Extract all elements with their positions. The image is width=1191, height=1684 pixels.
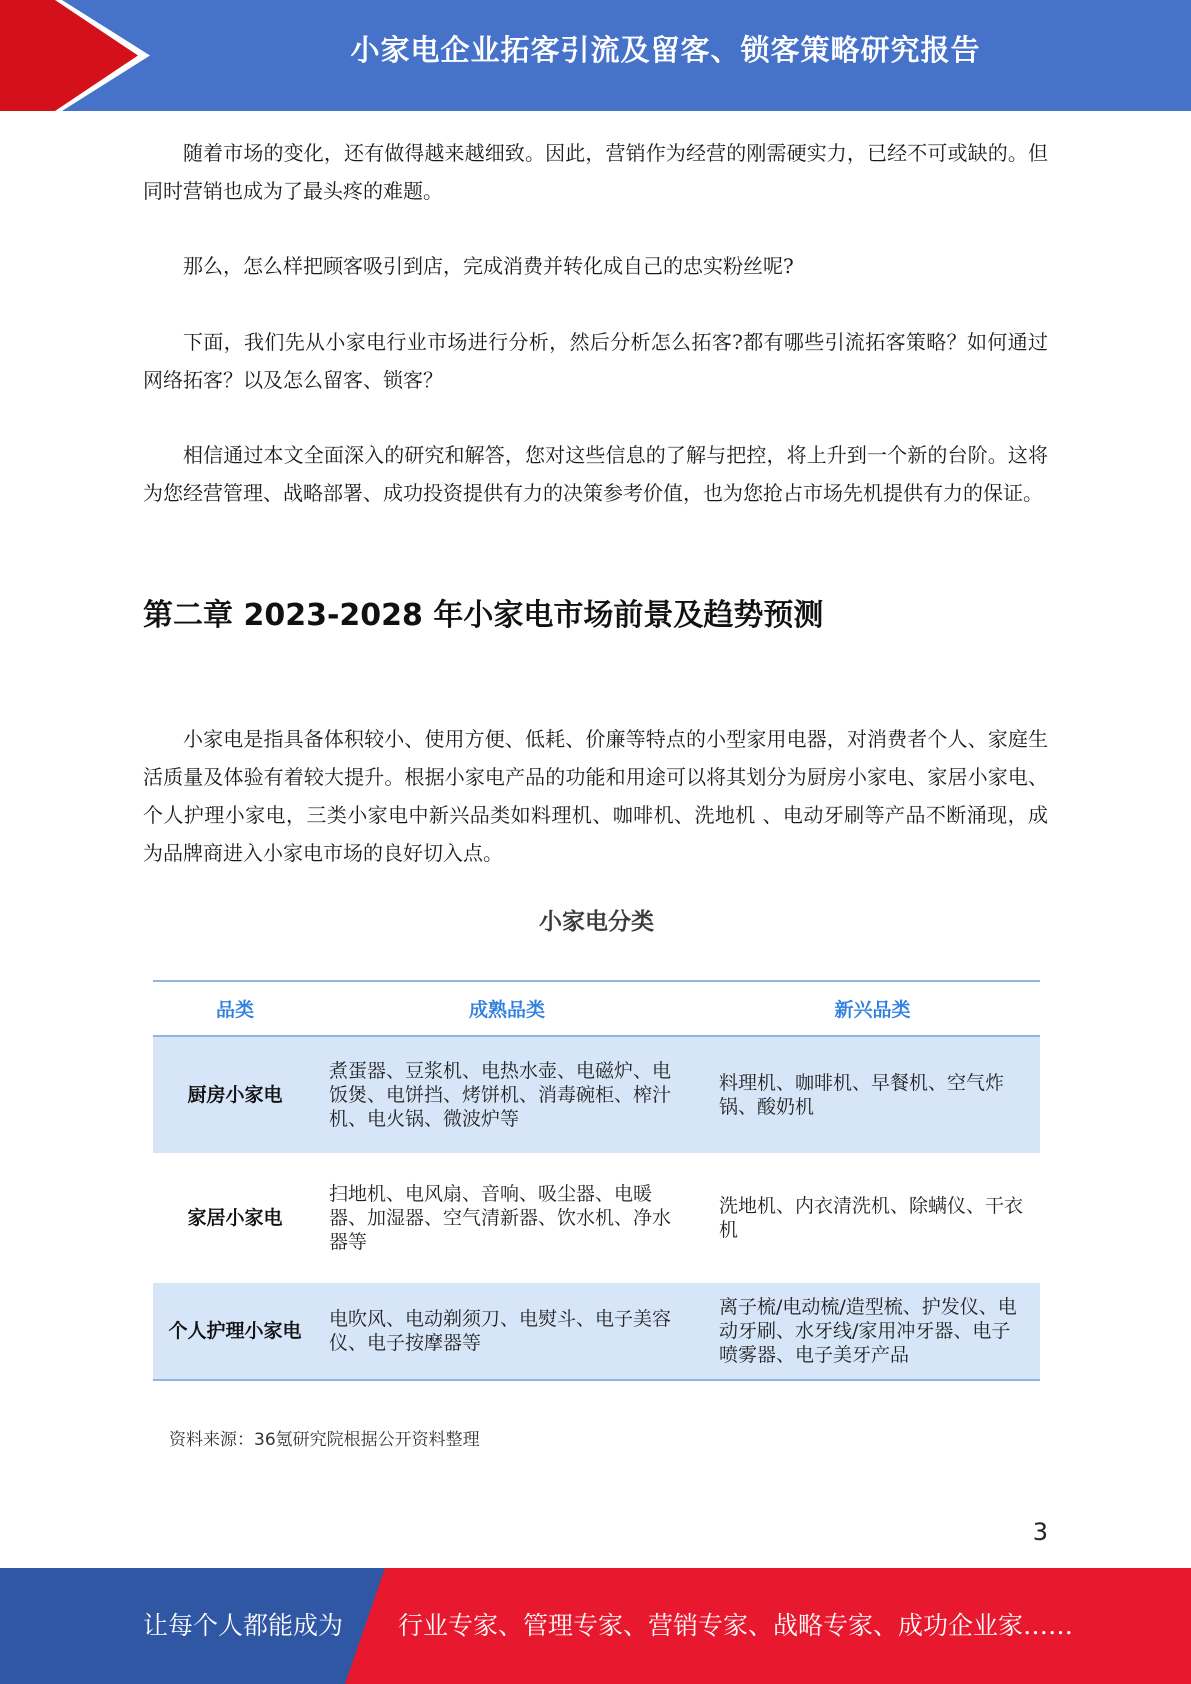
page-header	[0, 0, 1191, 111]
figure-source: 资料来源：36氪研究院根据公开资料整理	[169, 1430, 480, 1450]
chapter-title: 第二章 2023-2028 年小家电市场前景及趋势预测	[143, 598, 824, 633]
figure-title: 小家电分类	[539, 909, 654, 935]
footer-slogan-left: 让每个人都能成为	[143, 1611, 344, 1640]
classification-table	[153, 980, 1040, 1381]
header-emerging: 新兴品类	[834, 999, 911, 1021]
row-mature: 煮蛋器、豆浆机、电热水壶、电磁炉、电饭煲、电饼挡、烤饼机、消毒碗柜、榨汁机、电火锅、微波炉等	[329, 1060, 672, 1130]
paragraph: 随着市场的变化，还有做得越来越细致。因此，营销作为经营的刚需硬实力，已经不可或缺的。但同时营销也成为了最头疼的难题。	[143, 141, 1048, 203]
paragraph: 相信通过本文全面深入的研究和解答，您对这些信息的了解与把控，将上升到一个新的台阶。这将为您经营管理、战略部署、成功投资提供有力的决策参考价值，也为您抢占市场先机提供有力的保证。	[143, 443, 1048, 505]
paragraph: 那么，怎么样把顾客吸引到店，完成消费并转化成自己的忠实粉丝呢?	[183, 254, 794, 278]
table-header-row	[153, 982, 1040, 1037]
row-category: 家居小家电	[187, 1207, 283, 1229]
header-category: 品类	[215, 999, 254, 1021]
footer-slogan-right: 行业专家、管理专家、营销专家、战略专家、成功企业家……	[398, 1611, 1074, 1640]
intro-paragraph-1	[143, 134, 1048, 210]
table-row	[153, 1037, 1040, 1153]
row-mature: 扫地机、电风扇、音响、吸尘器、电暖器、加湿器、空气清新器、饮水机、净水器等	[329, 1183, 672, 1253]
page-footer	[0, 1568, 1191, 1684]
classification-figure	[153, 900, 1040, 1450]
row-emerging: 离子梳/电动梳/造型梳、护发仪、电动牙刷、水牙线/家用冲牙器、电子喷雾器、电子美牙产品	[719, 1296, 1017, 1366]
paragraph: 小家电是指具备体积较小、使用方便、低耗、价廉等特点的小型家用电器，对消费者个人、家庭生活质量及体验有着较大提升。根据小家电产品的功能和用途可以将其划分为厨房小家电、家居小家电、个人护理小家电，三类小家电中新兴品类如料理机、咖啡机、洗地机 、电动牙刷等产品不断涌现，成为品牌商进入小家电市场的良好切入点。	[143, 727, 1048, 865]
paragraph: 下面，我们先从小家电行业市场进行分析，然后分析怎么拓客?都有哪些引流拓客策略？如何通过网络拓客？以及怎么留客、锁客？	[143, 330, 1048, 392]
header-title: 小家电企业拓客引流及留客、锁客策略研究报告	[350, 33, 981, 67]
intro-paragraph-4	[143, 436, 1048, 512]
row-category: 个人护理小家电	[168, 1320, 302, 1342]
chapter-paragraph	[143, 720, 1048, 872]
row-emerging: 洗地机、内衣清洗机、除螨仪、干衣机	[719, 1195, 1024, 1241]
table-row	[153, 1283, 1040, 1379]
intro-paragraph-3	[143, 323, 1048, 399]
row-mature: 电吹风、电动剃须刀、电熨斗、电子美容仪、电子按摩器等	[329, 1308, 672, 1354]
row-category: 厨房小家电	[187, 1084, 283, 1106]
page-number: 3	[1032, 1518, 1048, 1546]
intro-paragraph-2	[143, 247, 1048, 285]
header-mature: 成熟品类	[468, 999, 545, 1021]
header-arrow-icon	[0, 0, 150, 111]
table-row	[153, 1153, 1040, 1283]
row-emerging: 料理机、咖啡机、早餐机、空气炸锅、酸奶机	[719, 1072, 1005, 1118]
